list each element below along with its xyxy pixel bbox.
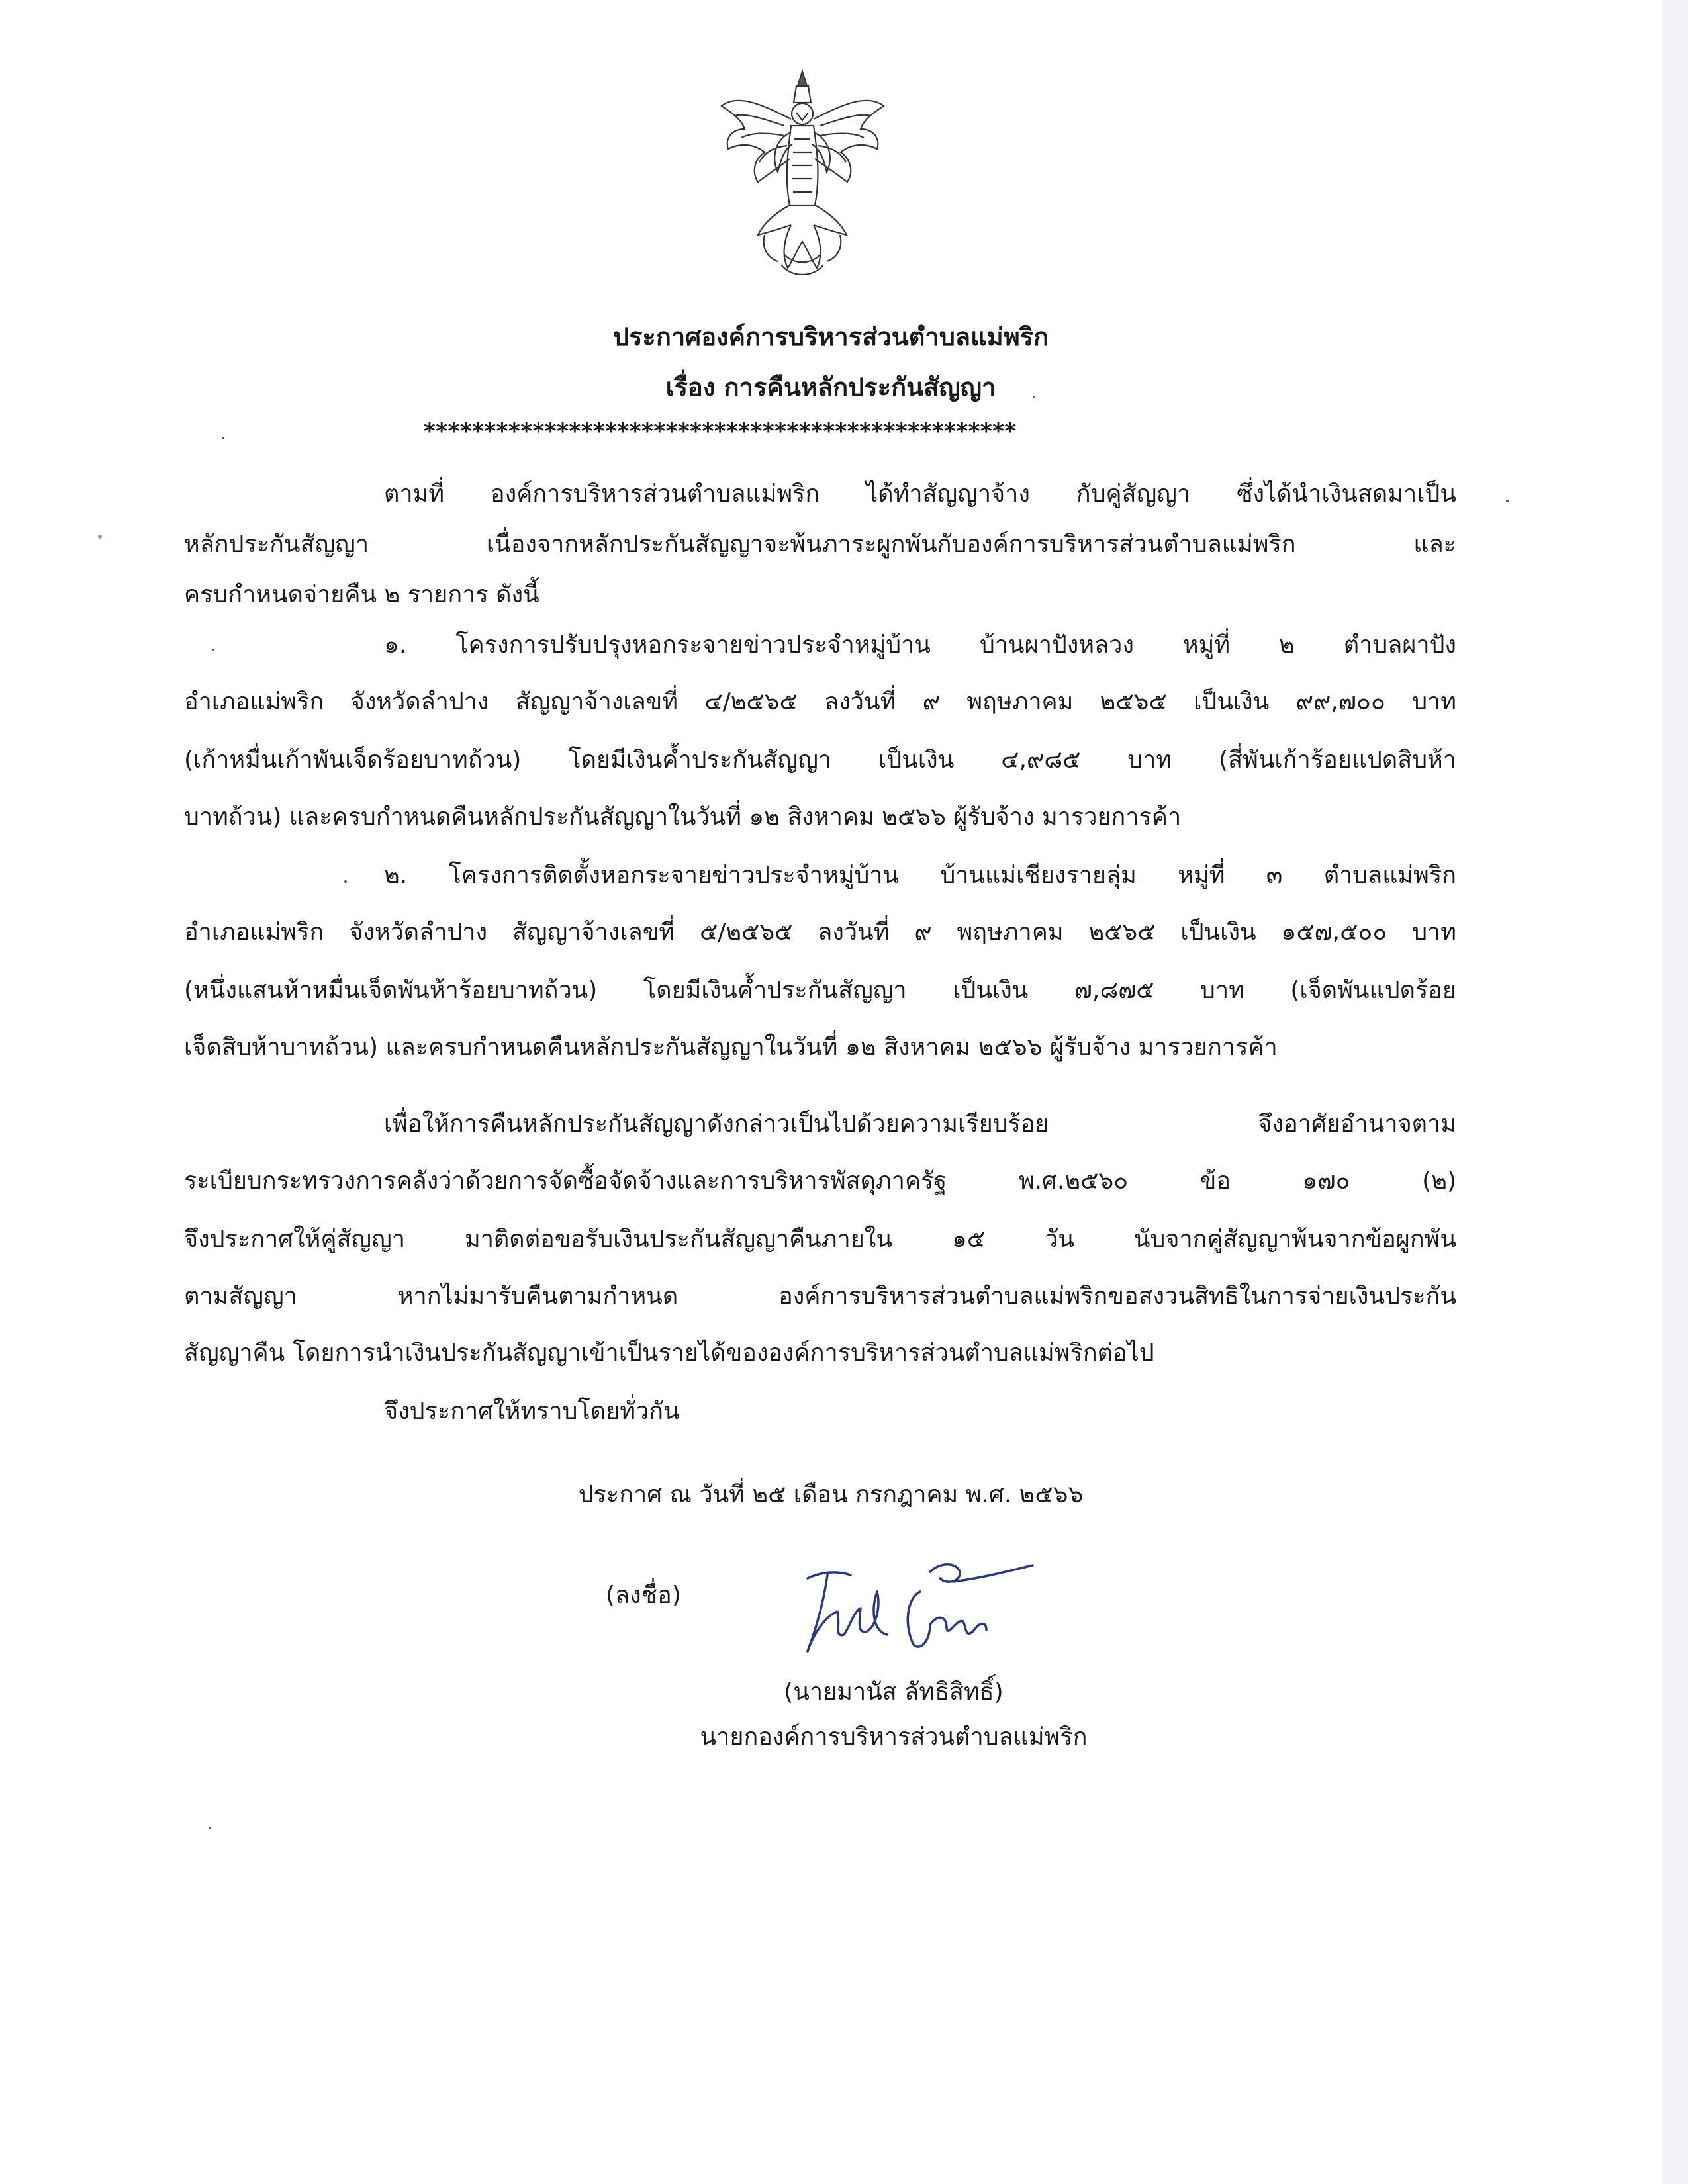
purpose-line: ตามสัญญา หากไม่มารับคืนตามกำหนด องค์การบริหารส่วนตำบลแม่พริกขอสงวนสิทธิในการจ่ายเงินประกัน [184, 1283, 1456, 1310]
paragraph-line: หลักประกันสัญญา เนื่องจากหลักประกันสัญญาจะพ้นภาระผูกพันกับองค์การบริหารส่วนตำบลแม่พริก และ [184, 531, 1456, 558]
scan-speck [1033, 396, 1035, 398]
purpose-line: จึงประกาศให้คู่สัญญา มาติดต่อขอรับเงินประกันสัญญาคืนภายใน ๑๕ วัน นับจากคู่สัญญาพ้นจากข้อผูกพัน [184, 1226, 1456, 1253]
item-1-line: อำเภอแม่พริก จังหวัดลำปาง สัญญาจ้างเลขที่ ๔/๒๕๖๕ ลงวันที่ ๙ พฤษภาคม ๒๕๖๕ เป็นเงิน ๙๙,๗๐๐ บาท [184, 688, 1456, 715]
signer-name: (นายมานัส ลัทธิสิทธิ์) [784, 1678, 1004, 1706]
purpose-line: เพื่อให้การคืนหลักประกันสัญญาดังกล่าวเป็นไปด้วยความเรียบร้อย จึงอาศัยอำนาจตาม [384, 1111, 1456, 1138]
paragraph-line: ตามที่ องค์การบริหารส่วนตำบลแม่พริก ได้ทำสัญญาจ้าง กับคู่สัญญา ซึ่งได้นำเงินสดมาเป็น [384, 480, 1456, 508]
sign-label: (ลงชื่อ) [606, 1582, 681, 1609]
page-edge [1662, 0, 1688, 2184]
item-1-line: ๑. โครงการปรับปรุงหอกระจายข่าวประจำหมู่บ้าน บ้านผาปังหลวง หมู่ที่ ๒ ตำบลผาปัง [384, 631, 1456, 659]
closing-statement: จึงประกาศให้ทราบโดยทั่วกัน [384, 1398, 680, 1425]
scan-speck [212, 649, 214, 651]
scan-speck [98, 535, 102, 539]
signer-position: นายกองค์การบริหารส่วนตำบลแม่พริก [700, 1723, 1088, 1751]
announcement-date: ประกาศ ณ วันที่ ๒๕ เดือน กรกฎาคม พ.ศ. ๒๕๖๖ [578, 1481, 1084, 1508]
scan-speck [222, 437, 224, 439]
scan-speck [209, 1827, 211, 1829]
purpose-line: สัญญาคืน โดยการนำเงินประกันสัญญาเข้าเป็นรายได้ขององค์การบริหารส่วนตำบลแม่พริกต่อไป [184, 1340, 1154, 1367]
handwritten-signature [788, 1552, 1039, 1671]
announcement-subject: เรื่อง การคืนหลักประกันสัญญา [665, 373, 996, 402]
garuda-emblem-icon [718, 66, 887, 285]
item-2-line: ๒. โครงการติดตั้งหอกระจายข่าวประจำหมู่บ้าน บ้านแม่เชียงรายลุ่ม หมู่ที่ ๓ ตำบลแม่พริก [384, 862, 1456, 889]
scan-speck [1506, 500, 1509, 502]
item-2-line: อำเภอแม่พริก จังหวัดลำปาง สัญญาจ้างเลขที่ ๕/๒๕๖๕ ลงวันที่ ๙ พฤษภาคม ๒๕๖๕ เป็นเงิน ๑๕๗,๕๐๐ บาท [184, 919, 1456, 946]
paragraph-line: ครบกำหนดจ่ายคืน ๒ รายการ ดังนี้ [184, 581, 539, 608]
title-separator: ************************************************* [424, 418, 1017, 445]
item-1-line: (เก้าหมื่นเก้าพันเจ็ดร้อยบาทถ้วน) โดยมีเงินค้ำประกันสัญญา เป็นเงิน ๔,๙๘๕ บาท (สี่พันเก้าร้อยแปดสิบห้า [184, 747, 1456, 774]
purpose-line: ระเบียบกระทรวงการคลังว่าด้วยการจัดซื้อจัดจ้างและการบริหารพัสดุภาครัฐ พ.ศ.๒๕๖๐ ข้อ ๑๗๐ (๒) [184, 1167, 1456, 1195]
announcement-title: ประกาศองค์การบริหารส่วนตำบลแม่พริก [612, 322, 1049, 351]
item-2-line: เจ็ดสิบห้าบาทถ้วน) และครบกำหนดคืนหลักประกันสัญญาในวันที่ ๑๒ สิงหาคม ๒๕๖๖ ผู้รับจ้าง มารวยการค้า [184, 1034, 1278, 1061]
item-1-line: บาทถ้วน) และครบกำหนดคืนหลักประกันสัญญาในวันที่ ๑๒ สิงหาคม ๒๕๖๖ ผู้รับจ้าง มารวยการค้า [184, 803, 1182, 831]
scan-speck [344, 880, 347, 883]
item-2-line: (หนึ่งแสนห้าหมื่นเจ็ดพันห้าร้อยบาทถ้วน) โดยมีเงินค้ำประกันสัญญา เป็นเงิน ๗,๘๗๕ บาท (เจ็ดพันแปดร้อย [184, 977, 1456, 1004]
